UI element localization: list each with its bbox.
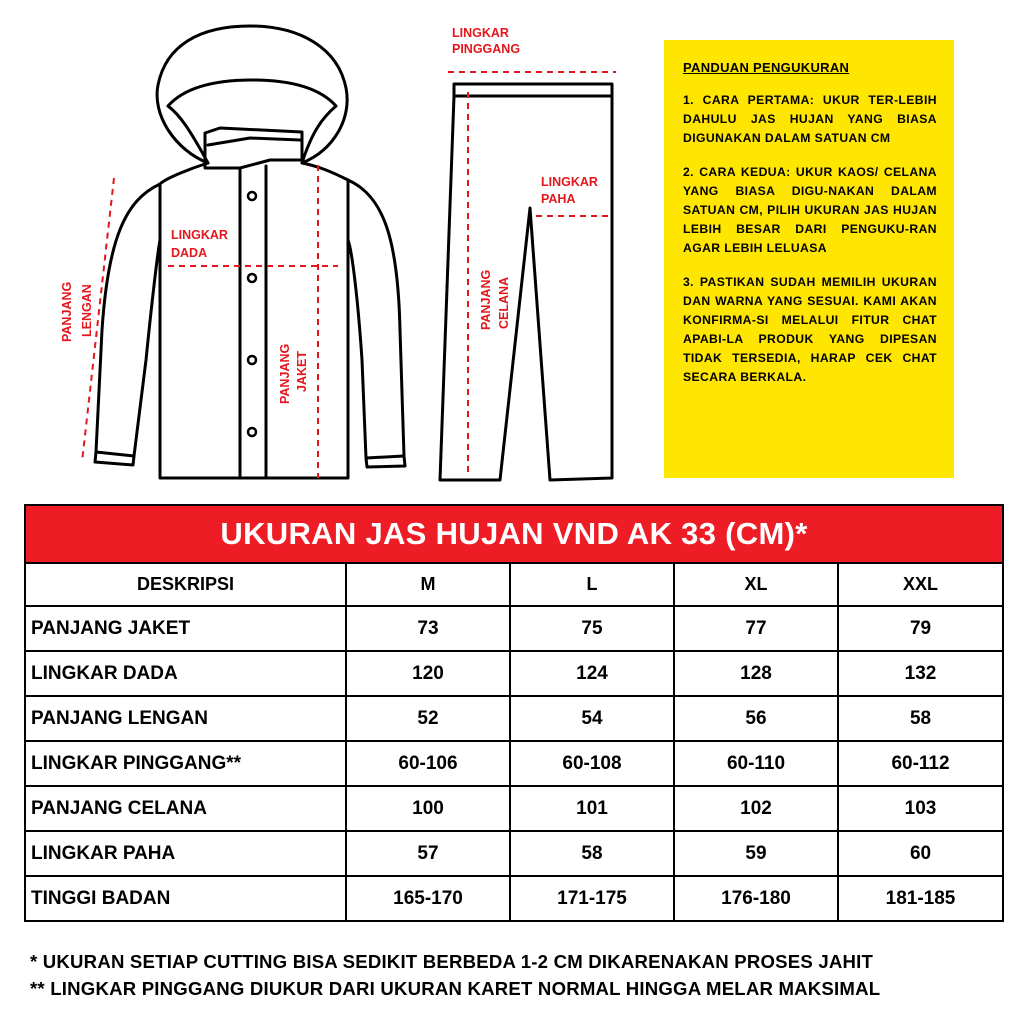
header-size-m: M (346, 563, 510, 606)
jacket-left-sleeve (96, 184, 160, 456)
cell-value: 57 (346, 831, 510, 876)
cell-value: 56 (674, 696, 838, 741)
guide-item-1: 1. CARA PERTAMA: UKUR TER-LEBIH DAHULU JAS HUJAN YANG BIASA DIGUNAKAN DALAM SATUAN CM (683, 93, 937, 145)
header-size-xl: XL (674, 563, 838, 606)
measurement-diagram (0, 0, 660, 495)
cell-value: 58 (510, 831, 674, 876)
cell-value: 102 (674, 786, 838, 831)
row-label: TINGGI BADAN (25, 876, 346, 921)
cell-value: 54 (510, 696, 674, 741)
cell-value: 73 (346, 606, 510, 651)
cell-value: 52 (346, 696, 510, 741)
button-3 (248, 356, 256, 364)
cell-value: 60-110 (674, 741, 838, 786)
header-size-xxl: XXL (838, 563, 1003, 606)
header-deskripsi: DESKRIPSI (25, 563, 346, 606)
row-label: LINGKAR PINGGANG** (25, 741, 346, 786)
cell-value: 101 (510, 786, 674, 831)
cell-value: 75 (510, 606, 674, 651)
button-1 (248, 192, 256, 200)
cell-value: 120 (346, 651, 510, 696)
cell-value: 79 (838, 606, 1003, 651)
row-label: PANJANG LENGAN (25, 696, 346, 741)
pants-outline (454, 84, 612, 96)
label-panjang-lengan-2: LENGAN (80, 284, 94, 337)
header-size-l: L (510, 563, 674, 606)
footnote-2: ** LINGKAR PINGGANG DIUKUR DARI UKURAN KARET NORMAL HINGGA MELAR MAKSIMAL (30, 978, 881, 999)
label-lingkar-pinggang-2: PINGGANG (452, 42, 521, 56)
button-2 (248, 274, 256, 282)
table-title: UKURAN JAS HUJAN VND AK 33 (CM)* (25, 505, 1003, 563)
cell-value: 60 (838, 831, 1003, 876)
cell-value: 100 (346, 786, 510, 831)
guide-item-3: 3. PASTIKAN SUDAH MEMILIH UKURAN DAN WARNA YANG SESUAI. KAMI AKAN KONFIRMA-SI MELALUI FITUR CHAT APABI-LA PRODUK YANG DIPESAN TIDAK TERSEDIA, HARAP CEK CHAT SECARA BERKALA. (683, 275, 937, 384)
table-row (25, 741, 1003, 786)
label-lingkar-dada: LINGKAR (171, 228, 228, 242)
footnote-1: * UKURAN SETIAP CUTTING BISA SEDIKIT BERBEDA 1-2 CM DIKARENAKAN PROSES JAHIT (30, 951, 874, 972)
guide-item-2: 2. CARA KEDUA: UKUR KAOS/ CELANA YANG BIASA DIGU-NAKAN DALAM SATUAN CM, PILIH UKURAN JAS HUJAN LEBIH BESAR DARI PENGUKU-RAN AGAR LEBIH LELUASA (683, 165, 937, 255)
cell-value: 60-106 (346, 741, 510, 786)
table-row (25, 606, 1003, 651)
guide-title: PANDUAN PENGUKURAN (683, 60, 850, 75)
cell-value: 165-170 (346, 876, 510, 921)
label-panjang-celana-2: CELANA (497, 276, 511, 329)
measurement-guide-panel (664, 40, 954, 478)
table-row (25, 651, 1003, 696)
table-row (25, 696, 1003, 741)
cell-value: 176-180 (674, 876, 838, 921)
cell-value: 103 (838, 786, 1003, 831)
cell-value: 128 (674, 651, 838, 696)
cell-value: 171-175 (510, 876, 674, 921)
cell-value: 132 (838, 651, 1003, 696)
footnotes (30, 948, 1010, 1002)
size-table (24, 504, 1004, 922)
table-row (25, 876, 1003, 921)
label-lingkar-dada-2: DADA (171, 246, 208, 260)
label-panjang-celana: PANJANG (479, 269, 493, 330)
cell-value: 59 (674, 831, 838, 876)
label-panjang-jaket: PANJANG (278, 343, 292, 404)
jacket-hood (157, 26, 347, 163)
row-label: LINGKAR PAHA (25, 831, 346, 876)
label-lingkar-paha: LINGKAR (541, 175, 598, 189)
label-lingkar-paha-2: PAHA (541, 192, 576, 206)
cell-value: 124 (510, 651, 674, 696)
label-lingkar-pinggang: LINGKAR (452, 26, 509, 40)
cell-value: 181-185 (838, 876, 1003, 921)
label-panjang-lengan: PANJANG (60, 281, 74, 342)
label-panjang-jaket-2: JAKET (295, 351, 309, 392)
cell-value: 60-108 (510, 741, 674, 786)
cell-value: 58 (838, 696, 1003, 741)
cell-value: 60-112 (838, 741, 1003, 786)
row-label: LINGKAR DADA (25, 651, 346, 696)
row-label: PANJANG JAKET (25, 606, 346, 651)
cell-value: 77 (674, 606, 838, 651)
row-label: PANJANG CELANA (25, 786, 346, 831)
table-row (25, 786, 1003, 831)
button-4 (248, 428, 256, 436)
jacket-right-sleeve (348, 180, 404, 458)
table-row (25, 831, 1003, 876)
